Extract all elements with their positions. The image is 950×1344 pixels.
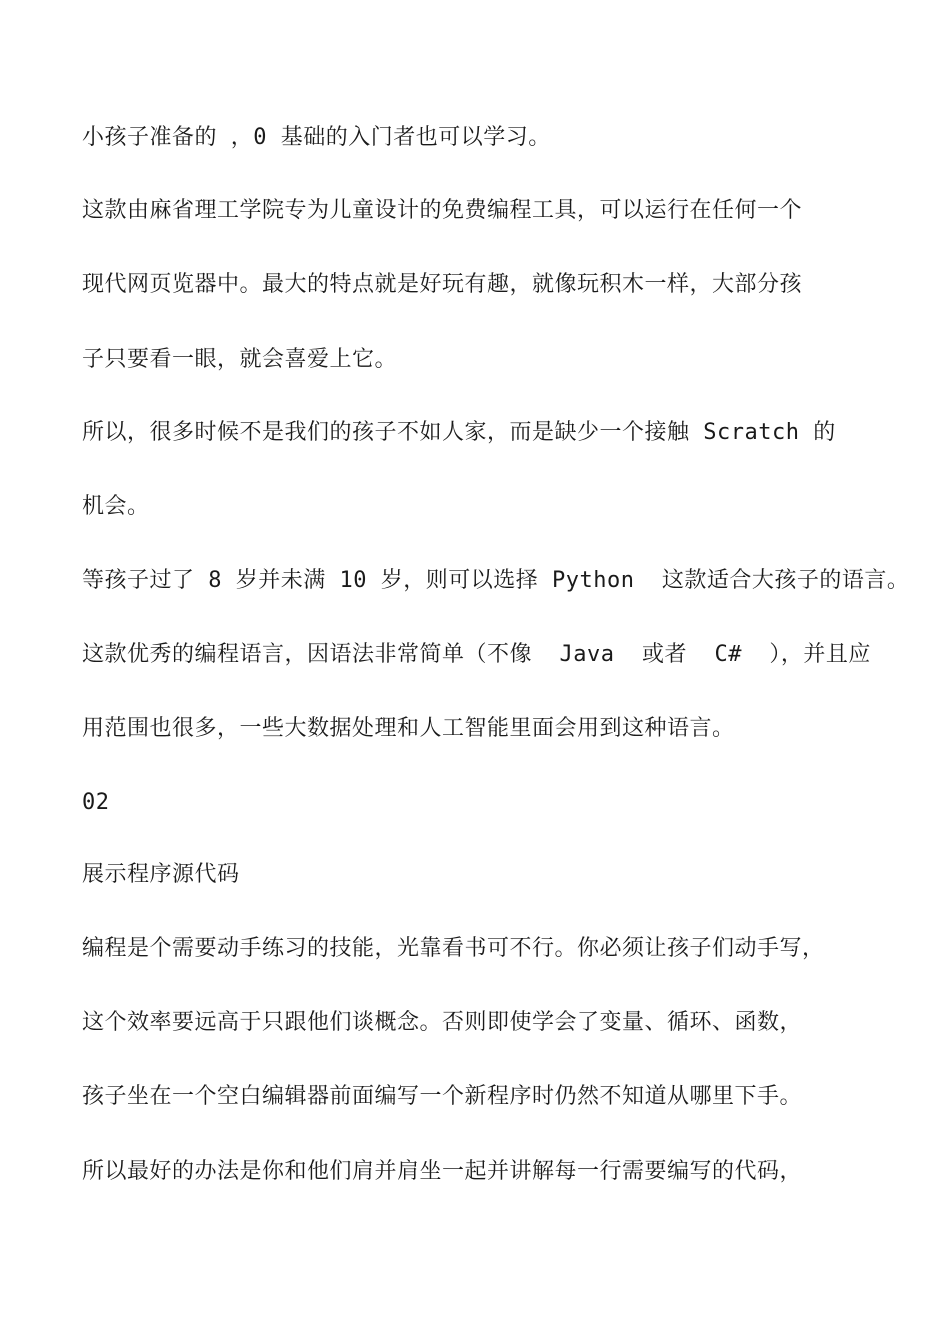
section-heading: 展示程序源代码	[82, 862, 240, 887]
text-line: 等孩子过了 8 岁并未满 10 岁，则可以选择 Python 这款适合大孩子的语言。	[82, 568, 910, 593]
section-number: 02	[82, 790, 110, 815]
text-line: 这款优秀的编程语言，因语法非常简单（不像 Java 或者 C# ），并且应	[82, 642, 871, 667]
text-line: 编程是个需要动手练习的技能，光靠看书可不行。你必须让孩子们动手写，	[82, 936, 825, 961]
text-line: 这个效率要远高于只跟他们谈概念。否则即使学会了变量、循环、函数，	[82, 1010, 803, 1035]
text-line: 机会。	[82, 494, 150, 519]
text-line: 这款由麻省理工学院专为儿童设计的免费编程工具，可以运行在任何一个	[82, 198, 803, 223]
text-line: 所以，很多时候不是我们的孩子不如人家，而是缺少一个接触 Scratch 的	[82, 420, 836, 445]
text-line: 孩子坐在一个空白编辑器前面编写一个新程序时仍然不知道从哪里下手。	[82, 1084, 803, 1109]
text-line: 子只要看一眼，就会喜爱上它。	[82, 347, 398, 372]
text-line: 所以最好的办法是你和他们肩并肩坐一起并讲解每一行需要编写的代码，	[82, 1159, 803, 1184]
text-line: 用范围也很多，一些大数据处理和人工智能里面会用到这种语言。	[82, 716, 735, 741]
text-line: 小孩子准备的 ，0 基础的入门者也可以学习。	[82, 125, 551, 150]
text-line: 现代网页览器中。最大的特点就是好玩有趣，就像玩积木一样，大部分孩	[82, 272, 803, 297]
